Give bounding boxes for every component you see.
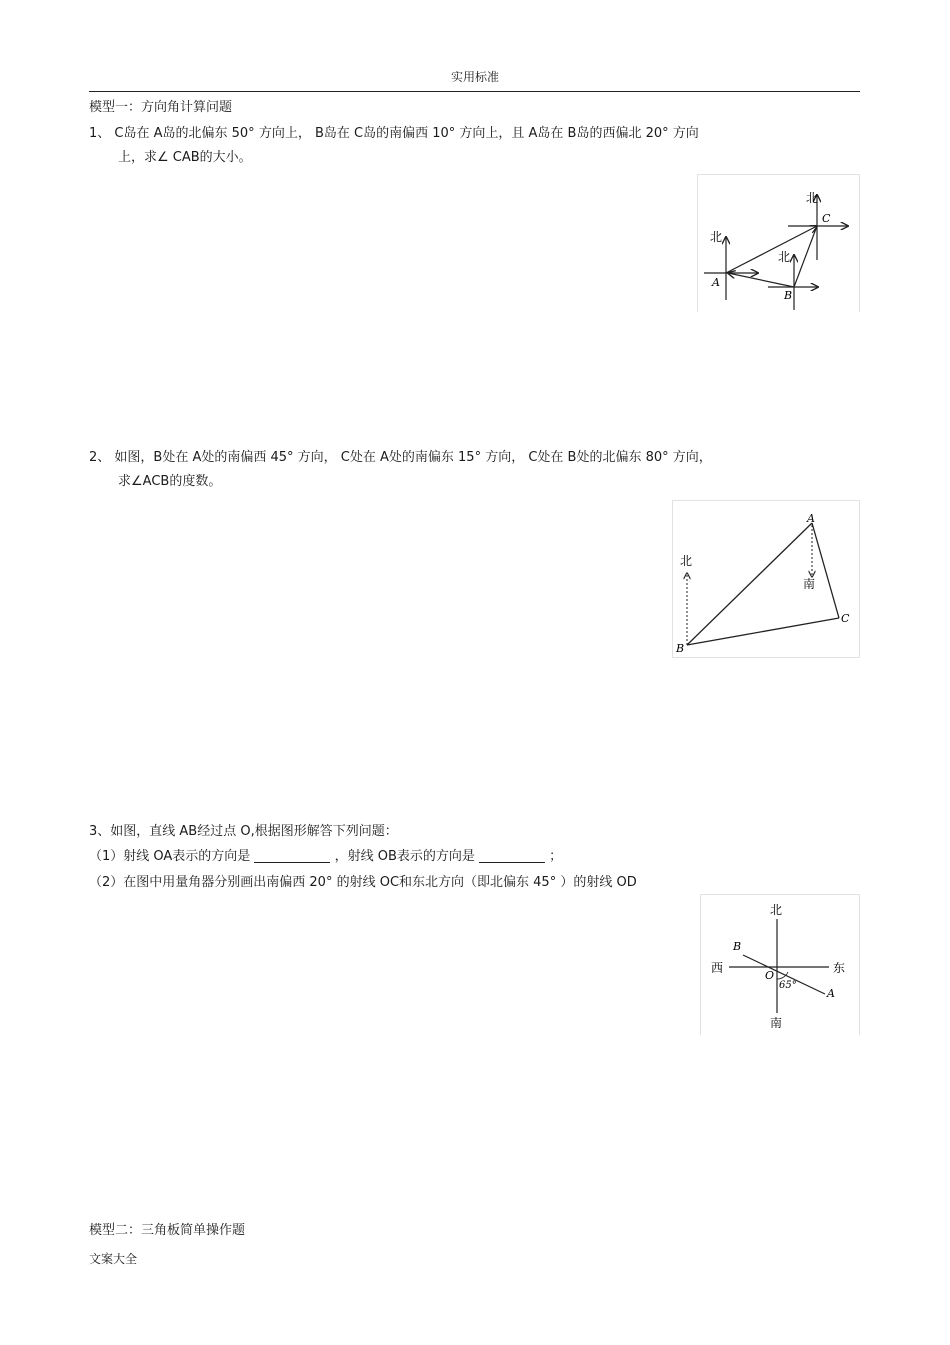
point-a-label: A bbox=[712, 276, 720, 289]
q2-figure-svg bbox=[673, 501, 859, 657]
q2-line1: 2、 如图，B处在 A处的南偏西 45° 方向， C处在 A处的南偏东 15° 方向， C处在 B处的北偏东 80° 方向， bbox=[89, 450, 712, 465]
point-c-label: C bbox=[822, 212, 831, 225]
segment-ac bbox=[812, 523, 839, 618]
segment-ac bbox=[726, 226, 817, 273]
q3-part1-text-c: ； bbox=[549, 849, 563, 864]
point-a-label: A bbox=[827, 987, 835, 1000]
north-label: 北 bbox=[680, 554, 693, 568]
header-rule bbox=[89, 91, 860, 92]
page-footer: 文案大全 bbox=[89, 1252, 138, 1266]
q1-line2: 上，求∠ CAB的大小。 bbox=[118, 150, 252, 165]
q2-figure bbox=[672, 500, 860, 658]
q1-figure-svg bbox=[698, 175, 859, 312]
q3-part2: （2）在图中用量角器分别画出南偏西 20° 的射线 OC和东北方向（即北偏东 45° ）的射线 OD bbox=[89, 875, 637, 890]
answer-blank-ob[interactable] bbox=[479, 848, 545, 863]
east-label: 东 bbox=[833, 961, 846, 975]
q3-part1-text-a: （1）射线 OA表示的方向是 bbox=[89, 849, 251, 864]
c-north-label: 北 bbox=[806, 191, 819, 205]
page-header: 实用标准 bbox=[450, 70, 499, 84]
section2-title: 模型二：三角板简单操作题 bbox=[89, 1223, 246, 1238]
point-b-label: B bbox=[676, 642, 685, 655]
west-label: 西 bbox=[711, 961, 724, 975]
point-b-label: B bbox=[733, 940, 742, 953]
point-o-label: O bbox=[765, 969, 775, 982]
q2-line2: 求∠ACB的度数。 bbox=[118, 474, 222, 489]
q3-part1-text-b: ，射线 OB表示的方向是 bbox=[334, 849, 475, 864]
q3-figure bbox=[700, 894, 860, 1035]
q3-figure-svg bbox=[701, 895, 859, 1035]
b-north-label: 北 bbox=[778, 250, 791, 264]
a-north-label: 北 bbox=[710, 230, 723, 244]
south-label: 南 bbox=[770, 1016, 783, 1030]
point-a-label: A bbox=[807, 512, 815, 525]
north-label: 北 bbox=[770, 903, 783, 917]
q1-figure bbox=[697, 174, 860, 312]
q1-line1: 1、 C岛在 A岛的北偏东 50° 方向上， B岛在 C岛的南偏西 10° 方向上，且 A岛在 B岛的西偏北 20° 方向 bbox=[89, 126, 699, 141]
point-b-label: B bbox=[784, 289, 793, 302]
point-c-label: C bbox=[841, 612, 850, 625]
segment-cb bbox=[794, 226, 817, 287]
section1-title: 模型一：方向角计算问题 bbox=[89, 100, 233, 115]
q3-part1 bbox=[89, 845, 562, 864]
q3-line1: 3、如图，直线 AB经过点 O,根据图形解答下列问题： bbox=[89, 824, 398, 839]
answer-blank-oa[interactable] bbox=[254, 848, 330, 863]
south-label: 南 bbox=[803, 577, 816, 591]
angle-label: 65° bbox=[779, 980, 797, 991]
segment-ba bbox=[728, 273, 794, 287]
